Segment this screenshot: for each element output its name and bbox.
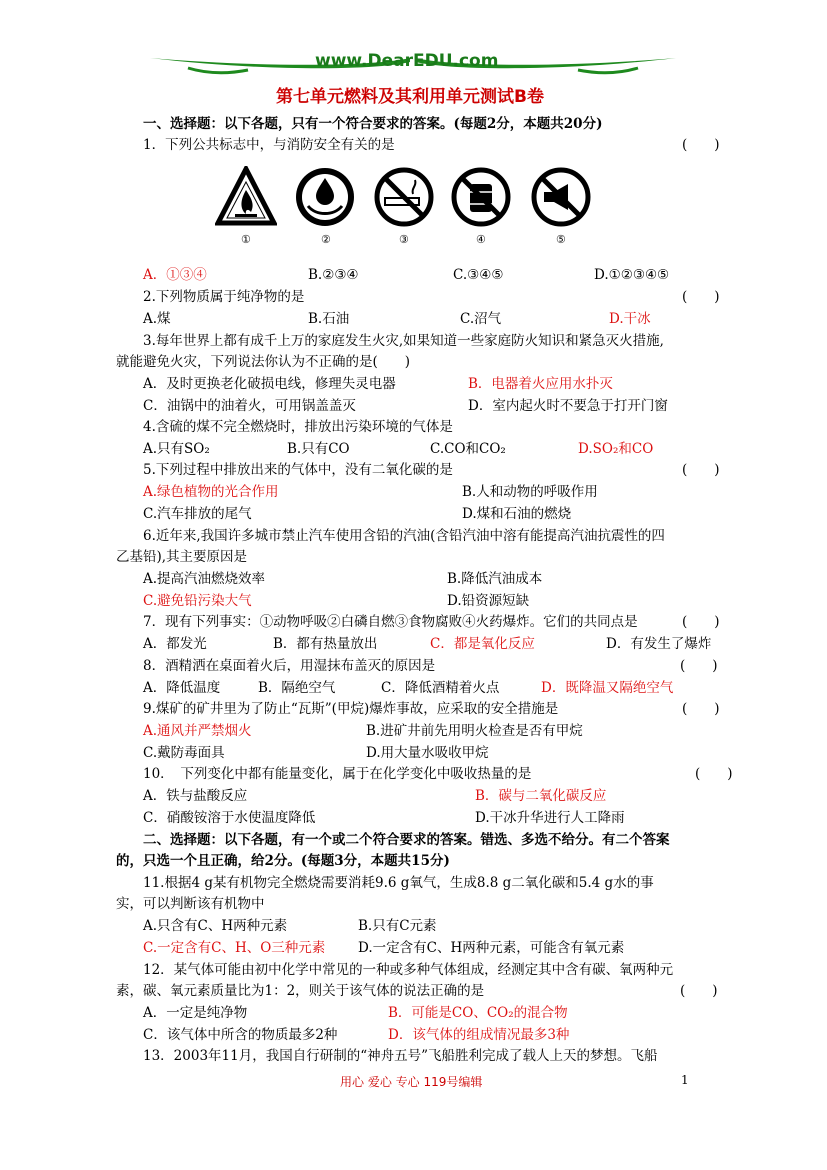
q12-option-c: C．该气体中所含的物质最多2种	[143, 1027, 338, 1043]
sign-label-3: ③	[399, 233, 409, 246]
q8-bracket: ( )	[680, 658, 718, 674]
q5-bracket: ( )	[682, 462, 720, 478]
q2-option-a: A.煤	[143, 311, 171, 327]
q4-stem: 4.含硫的煤不完全燃烧时，排放出污染环境的气体是	[143, 419, 453, 435]
no-stacking-flammables-icon	[450, 166, 512, 228]
q8-option-d: D．既降温又隔绝空气	[541, 680, 674, 696]
water-saving-icon	[294, 166, 356, 228]
q6-option-b: B.降低汽油成本	[447, 571, 543, 587]
q7-bracket: ( )	[682, 614, 720, 630]
q6-stem-line1: 6.近年来,我国许多城市禁止汽车使用含铅的汽油(含铅汽油中溶有能提高汽油抗震性的四	[143, 528, 665, 544]
section-2-heading-line2: 的，只选一个且正确，给2分。(每题3分，本题共15分)	[116, 853, 450, 869]
q3-option-b: B．电器着火应用水扑灭	[468, 376, 613, 392]
q5-option-b: B.人和动物的呼吸作用	[462, 484, 598, 500]
q1-option-a: A．①③④	[143, 267, 207, 283]
q7-option-a: A．都发光	[143, 636, 207, 652]
q9-stem: 9.煤矿的矿井里为了防止“瓦斯”(甲烷)爆炸事故，应采取的安全措施是	[143, 701, 559, 717]
sign-label-1: ①	[241, 233, 251, 246]
q6-option-a: A.提高汽油燃烧效率	[143, 571, 266, 587]
q11-stem-line2: 实，可以判断该有机物中	[116, 896, 265, 912]
q10-option-c: C．硝酸铵溶于水使温度降低	[143, 810, 316, 826]
q12-bracket: ( )	[680, 983, 718, 999]
q1-option-d: D.①②③④⑤	[594, 267, 670, 283]
q7-stem: 7．现有下列事实：①动物呼吸②白磷自燃③食物腐败④火药爆炸。它们的共同点是	[143, 614, 638, 630]
q7-option-d: D．有发生了爆炸	[606, 636, 712, 652]
q7-option-c: C．都是氧化反应	[430, 636, 535, 652]
flammable-warning-icon	[215, 166, 277, 228]
no-smoking-icon	[373, 166, 435, 228]
q6-option-c: C.避免铅污染大气	[143, 593, 252, 609]
q4-option-b: B.只有CO	[287, 441, 350, 457]
q3-option-c: C．油锅中的油着火，可用锅盖盖灭	[143, 398, 356, 414]
q2-option-d: D.干冰	[609, 311, 651, 327]
q9-option-b: B.进矿井前先用明火检查是否有甲烷	[366, 723, 583, 739]
q5-stem: 5.下列过程中排放出来的气体中，没有二氧化碳的是	[143, 462, 453, 478]
q5-option-c: C.汽车排放的尾气	[143, 506, 252, 522]
q6-stem-line2: 乙基铅),其主要原因是	[116, 549, 248, 565]
q11-option-a: A.只含有C、H两种元素	[143, 918, 288, 934]
q9-option-a: A.通风并严禁烟火	[143, 723, 252, 739]
q8-stem: 8．酒精洒在桌面着火后，用湿抹布盖灭的原因是	[143, 658, 436, 674]
q10-option-b: B．碳与二氧化碳反应	[475, 788, 607, 804]
page-title: 第七单元燃料及其利用单元测试B卷	[276, 87, 544, 107]
q3-option-d: D．室内起火时不要急于打开门窗	[468, 398, 668, 414]
q12-option-a: A．一定是纯净物	[143, 1005, 248, 1021]
q1-stem: 1．下列公共标志中，与消防安全有关的是	[143, 137, 395, 153]
q9-option-d: D.用大量水吸收甲烷	[366, 745, 489, 761]
q12-option-d: D．该气体的组成情况最多3种	[388, 1027, 570, 1043]
site-name: www.DearEDU.com	[315, 51, 499, 71]
q11-option-c: C.一定含有C、H、O三种元素	[143, 940, 326, 956]
q6-option-d: D.铅资源短缺	[447, 593, 530, 609]
q10-stem: 10． 下列变化中都有能量变化，属于在化学变化中吸收热量的是	[143, 766, 532, 782]
q1-bracket: ( )	[682, 137, 720, 153]
q3-stem-line1: 3.每年世界上都有成千上万的家庭发生火灾,如果知道一些家庭防火知识和紧急灭火措施,	[143, 333, 664, 349]
q10-option-a: A．铁与盐酸反应	[143, 788, 248, 804]
q9-bracket: ( )	[682, 701, 720, 717]
q4-option-a: A.只有SO₂	[143, 441, 210, 457]
q7-option-b: B．都有热量放出	[273, 636, 378, 652]
q1-option-b: B.②③④	[308, 267, 359, 283]
q11-option-d: D.一定含有C、H两种元素，可能含有氧元素	[358, 940, 625, 956]
q11-stem-line1: 11.根据4 g某有机物完全燃烧需要消耗9.6 g氧气，生成8.8 g二氧化碳和5.4 g水的事	[143, 875, 654, 891]
sign-label-2: ②	[321, 233, 331, 246]
no-horn-icon	[530, 166, 592, 228]
sign-label-5: ⑤	[556, 233, 566, 246]
q4-option-c: C.CO和CO₂	[430, 441, 506, 457]
q12-stem-line2: 素，碳、氧元素质量比为1：2，则关于该气体的说法正确的是	[116, 983, 485, 999]
q12-option-b: B．可能是CO、CO₂的混合物	[388, 1005, 568, 1021]
q8-option-a: A．降低温度	[143, 680, 221, 696]
q10-bracket: ( )	[695, 766, 733, 782]
q2-option-b: B.石油	[308, 311, 350, 327]
section-1-heading: 一、选择题：以下各题，只有一个符合要求的答案。(每题2分，本题共20分)	[143, 116, 603, 132]
q12-stem-line1: 12．某气体可能由初中化学中常见的一种或多种气体组成，经测定其中含有碳、氧两种元	[143, 962, 674, 978]
q4-option-d: D.SO₂和CO	[578, 441, 654, 457]
q13-stem-line1: 13．2003年11月，我国自行研制的“神舟五号”飞船胜利完成了载人上天的梦想。飞船	[143, 1048, 658, 1064]
q3-option-a: A．及时更换老化破损电线，修理失灵电器	[143, 376, 396, 392]
q1-option-c: C.③④⑤	[453, 267, 504, 283]
page-number: 1	[681, 1073, 689, 1087]
q2-option-c: C.沼气	[460, 311, 502, 327]
section-2-heading-line1: 二、选择题：以下各题，有一个或二个符合要求的答案。错选、多选不给分。有二个答案	[143, 832, 670, 848]
q3-stem-line2: 就能避免火灾，下列说法你认为不正确的是( )	[116, 354, 411, 370]
q2-stem: 2.下列物质属于纯净物的是	[143, 289, 305, 305]
q5-option-a: A.绿色植物的光合作用	[143, 484, 279, 500]
sign-label-4: ④	[476, 233, 486, 246]
footer-text: 用心 爱心 专心 119号编辑	[340, 1075, 483, 1089]
q5-option-d: D.煤和石油的燃烧	[462, 506, 572, 522]
q11-option-b: B.只有C元素	[358, 918, 437, 934]
q2-bracket: ( )	[682, 289, 720, 305]
q9-option-c: C.戴防毒面具	[143, 745, 225, 761]
q10-option-d: D.干冰升华进行人工降雨	[475, 810, 625, 826]
q8-option-c: C．降低酒精着火点	[381, 680, 500, 696]
q8-option-b: B．隔绝空气	[258, 680, 336, 696]
